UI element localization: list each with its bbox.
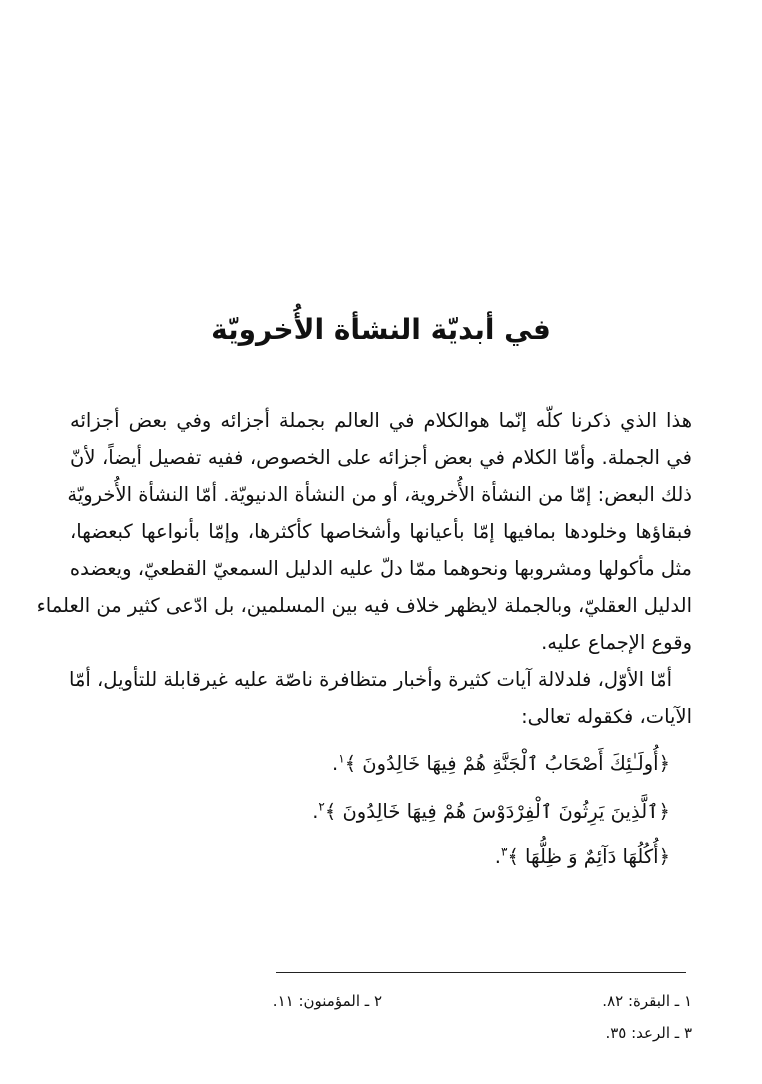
footnote-divider (276, 972, 686, 973)
paragraph1-line-7: وقوع الإجماع عليه. (541, 631, 692, 654)
verse-2-footnote-ref: ٢ (318, 799, 325, 814)
quran-verse-2 (312, 795, 670, 829)
footnote-2: ٢ ـ المؤمنون: ١١. (272, 992, 382, 1010)
paragraph1-line-1: هذا الذي ذكرنا كلّه إنّما هوالكلام في العالم بجملة أجزائه وفي بعض أجزائه (70, 409, 692, 432)
verse-1-text: ﴿أُولَـٰئِكَ أَصْحَابُ ٱلْجَنَّةِ هُمْ فِيهَا خَالِدُونَ ﴾ (344, 752, 670, 775)
paragraph1-line-3: ذلك البعض: إمّا من النشأة الأُخروية، أو من النشأة الدنيويّة. أمّا النشأة الأُخرويّة (67, 483, 692, 506)
verse-1-end: . (332, 752, 339, 775)
paragraph2-line-2: الآيات، فكقوله تعالى: (521, 705, 692, 728)
paragraph1-line-4: فبقاؤها وخلودها بمافيها إمّا بأعيانها وأشخاصها كأكثرها، وإمّا بأنواعها كبعضها، (70, 520, 692, 543)
quran-verse-1 (332, 747, 670, 781)
paragraph2-line-1: أمّا الأوّل، فلدلالة آيات كثيرة وأخبار متظافرة ناصّة عليه غيرقابلة للتأويل، أمّا (69, 668, 672, 691)
chapter-title: في أبديّة النشأة الأُخرويّة (211, 313, 551, 346)
paragraph1-line-2: في الجملة. وأمّا الكلام في بعض أجزائه على الخصوص، ففيه تفصيل أيضاً، لأنّ (70, 446, 692, 469)
footnote-3: ٣ ـ الرعد: ٣٥. (605, 1024, 692, 1042)
verse-3-footnote-ref: ٣ (500, 844, 508, 859)
verse-3-text: ﴿أُكُلُهَا دَآئِمٌ وَ ظِلُّهَا ﴾ (507, 845, 670, 868)
verse-3-end: . (494, 845, 501, 868)
paragraph1-line-5: مثل مأكولها ومشروبها ونحوهما ممّا دلّ عليه الدليل السمعيّ القطعيّ، ويعضده (69, 557, 692, 580)
quran-verse-3 (495, 840, 670, 874)
verse-2-end: . (312, 800, 319, 823)
verse-1-footnote-ref: ١ (338, 751, 345, 766)
footnote-1: ١ ـ البقرة: ٨٢. (602, 992, 692, 1010)
paragraph1-line-6: الدليل العقليّ، وبالجملة لايظهر خلاف فيه بين المسلمين، بل ادّعى كثير من العلماء (36, 594, 692, 617)
verse-2-text: ﴿ٱلَّذِينَ يَرِثُونَ ٱلْفِرْدَوْسَ هُمْ فِيهَا خَالِدُونَ ﴾ (324, 800, 670, 823)
